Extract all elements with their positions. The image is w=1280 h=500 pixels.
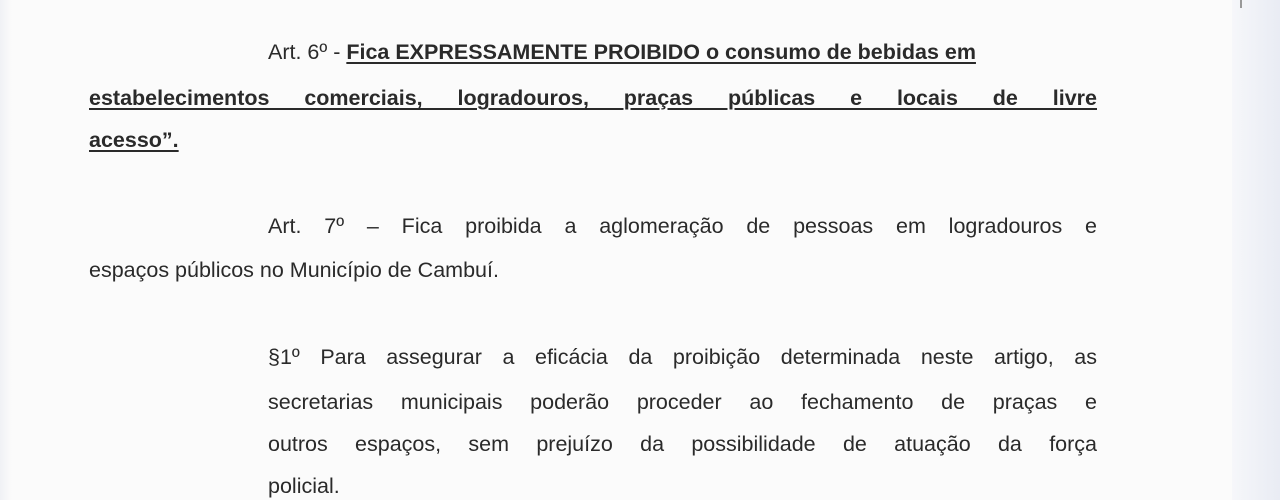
par1-line1: §1º Para assegurar a eficácia da proibição determinada neste artigo, as [268, 345, 1097, 369]
par1-line2: secretarias municipais poderão proceder ao fechamento de praças e [268, 390, 1097, 414]
art6-line2: estabelecimentos comerciais, logradouros, praças públicas e locais de livre [89, 86, 1097, 110]
par1-line4: policial. [268, 474, 340, 498]
art7-line1: Art. 7º – Fica proibida a aglomeração de pessoas em logradouros e [268, 214, 1097, 238]
scan-mark [1240, 0, 1242, 8]
art6-line3: acesso”. [89, 128, 179, 152]
art6-bold-text: Fica EXPRESSAMENTE PROIBIDO o consumo de bebidas em [346, 40, 976, 64]
scan-edge-right [1232, 0, 1280, 500]
art6-line1 [268, 39, 976, 65]
art6-prefix: Art. 6º - [268, 40, 347, 64]
art7-line2: espaços públicos no Município de Cambuí. [89, 258, 499, 282]
par1-line3: outros espaços, sem prejuízo da possibilidade de atuação da força [268, 432, 1097, 456]
